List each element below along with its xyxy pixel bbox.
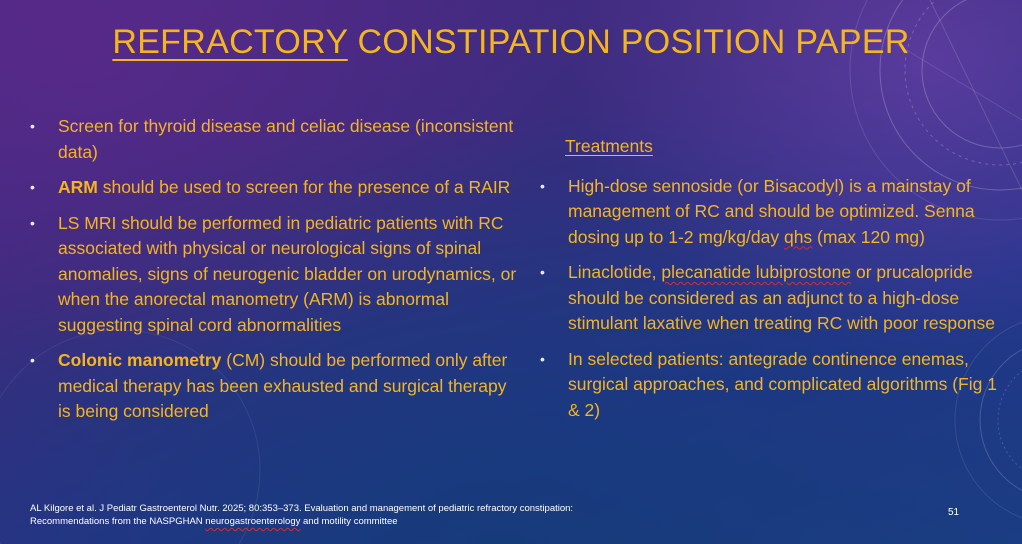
spellcheck-text: qhs: [783, 226, 813, 247]
bullet-text: LS MRI should be performed in pediatric patients with RC associated with physical or neurological signs of spinal anomalies, signs of neurogenic bladder on urodynamics, or when the anorectal manometry (ARM) is abnormal suggesting spinal cord abnormalities: [58, 212, 517, 335]
bullet-icon: •: [540, 264, 545, 280]
citation-text: Recommendations from the NASPGHAN: [30, 516, 206, 527]
right-bullet-item: [540, 260, 1008, 337]
spellcheck-text: neurogastroenterology: [205, 516, 301, 527]
bullet-text: or prucalopride should be considered as an adjunct to a high-dose stimulant laxative when treating RC with poor response: [568, 262, 996, 333]
title-rest: CONSTIPATION POSITION PAPER: [347, 23, 910, 61]
left-bullet-list: [30, 114, 522, 425]
bullet-icon: •: [30, 352, 35, 368]
bullet-text: High-dose sennoside (or Bisacodyl) is a mainstay of management of RC and should be optimized. Senna dosing up to 1-2 mg/kg/day: [568, 175, 975, 247]
bullet-icon: •: [540, 350, 545, 367]
bullet-icon: •: [30, 179, 35, 195]
left-bullet-item: [30, 211, 522, 339]
bullet-text: Screen for thyroid disease and celiac disease (inconsistent data): [58, 116, 514, 162]
bullet-text: should be used to screen for the presence of a RAIR: [97, 177, 511, 197]
spellcheck-text: plecanatide lubiprostone: [661, 262, 852, 282]
right-bullet-item: [540, 347, 1008, 424]
citation-line-1: AL Kilgore et al. J Pediatr Gastroenterol Nutr. 2025; 80:353–373. Evaluation and management of pediatric refractory constipation:: [30, 503, 574, 514]
bullet-text: In selected patients: antegrade continence enemas, surgical approaches, and complicated algorithms (Fig 1 & 2): [568, 348, 997, 420]
title-underlined-word: REFRACTORY: [112, 23, 348, 61]
slide-number: 51: [948, 507, 960, 518]
bullet-bold-text: Colonic manometry: [58, 350, 222, 370]
slide-title: [0, 22, 1022, 62]
left-bullet-item: [30, 348, 522, 425]
right-bullet-list: [540, 174, 1008, 424]
bullet-text: Linaclotide,: [568, 262, 662, 282]
citation-line-2: [30, 515, 730, 528]
bullet-bold-text: ARM: [58, 177, 98, 197]
left-bullet-item: [30, 114, 522, 165]
bullet-icon: •: [540, 177, 545, 194]
treatments-heading: Treatments: [565, 136, 653, 156]
left-column: [30, 114, 522, 435]
right-column: [540, 134, 1008, 433]
left-bullet-item: [30, 175, 522, 201]
citation-text: and motility committee: [300, 516, 398, 527]
citation-footer: [30, 502, 730, 528]
bullet-icon: •: [30, 214, 35, 231]
bullet-text: (CM) should be performed only after medical therapy has been exhausted and surgical therapy is being considered: [58, 350, 508, 421]
bullet-icon: •: [30, 118, 35, 134]
right-bullet-item: [540, 174, 1008, 251]
bullet-text: (max 120 mg): [812, 226, 925, 247]
